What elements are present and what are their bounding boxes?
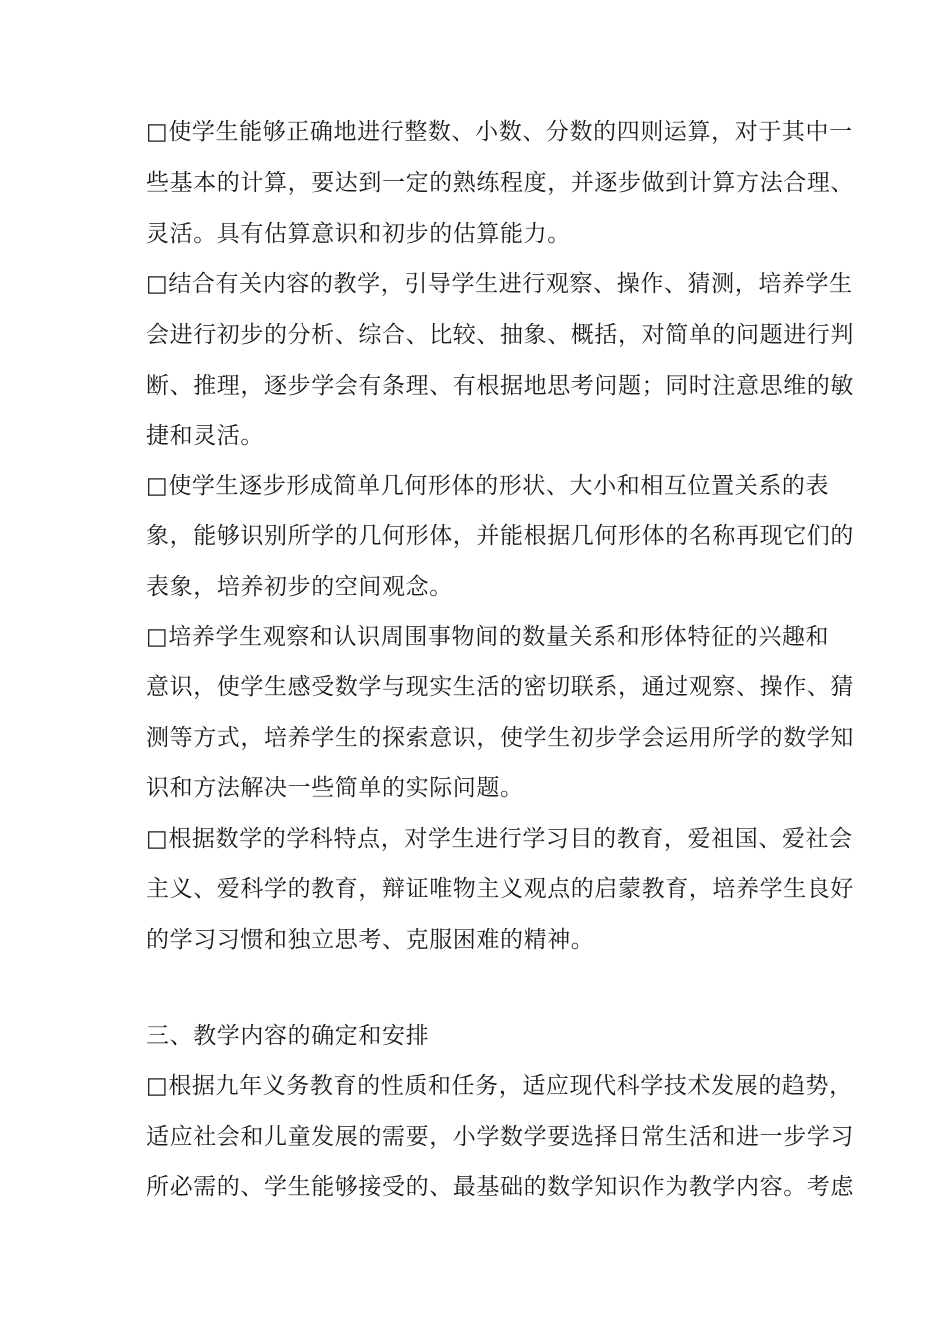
paragraph-line: 识和方法解决一些简单的实际问题。: [146, 775, 524, 801]
paragraph-line: □使学生逐步形成简单几何形体的形状、大小和相互位置关系的表: [146, 473, 830, 499]
paragraph-line: □根据数学的学科特点，对学生进行学习目的教育，爱祖国、爱社会: [146, 826, 853, 852]
paragraph-line: □培养学生观察和认识周围事物间的数量关系和形体特征的兴趣和: [146, 624, 830, 650]
paragraph-line: 适应社会和儿童发展的需要，小学数学要选择日常生活和进一步学习: [146, 1124, 854, 1150]
section-heading: 三、教学内容的确定和安排: [146, 1023, 430, 1049]
paragraph-line: 测等方式，培养学生的探索意识，使学生初步学会运用所学的数学知: [146, 725, 854, 751]
paragraph-line: 灵活。具有估算意识和初步的估算能力。: [146, 221, 571, 247]
paragraph-line: 主义、爱科学的教育，辩证唯物主义观点的启蒙教育，培养学生良好: [146, 876, 854, 902]
paragraph-line: □结合有关内容的教学，引导学生进行观察、操作、猜测，培养学生: [146, 271, 853, 297]
paragraph-line: 捷和灵活。: [146, 423, 264, 449]
paragraph-line: 会进行初步的分析、综合、比较、抽象、概括，对简单的问题进行判: [146, 322, 854, 348]
paragraph-line: 意识，使学生感受数学与现实生活的密切联系，通过观察、操作、猜: [146, 674, 854, 700]
paragraph-line: 所必需的、学生能够接受的、最基础的数学知识作为教学内容。考虑: [146, 1174, 854, 1200]
paragraph-line: 的学习习惯和独立思考、克服困难的精神。: [146, 927, 595, 953]
paragraph-line: 些基本的计算，要达到一定的熟练程度，并逐步做到计算方法合理、: [146, 170, 854, 196]
paragraph-line: □根据九年义务教育的性质和任务，适应现代科学技术发展的趋势，: [146, 1073, 853, 1099]
paragraph-line: 象，能够识别所学的几何形体，并能根据几何形体的名称再现它们的: [146, 523, 854, 549]
paragraph-line: 断、推理，逐步学会有条理、有根据地思考问题；同时注意思维的敏: [146, 373, 854, 399]
paragraph-line: □使学生能够正确地进行整数、小数、分数的四则运算，对于其中一: [146, 119, 853, 145]
paragraph-line: 表象，培养初步的空间观念。: [146, 574, 453, 600]
